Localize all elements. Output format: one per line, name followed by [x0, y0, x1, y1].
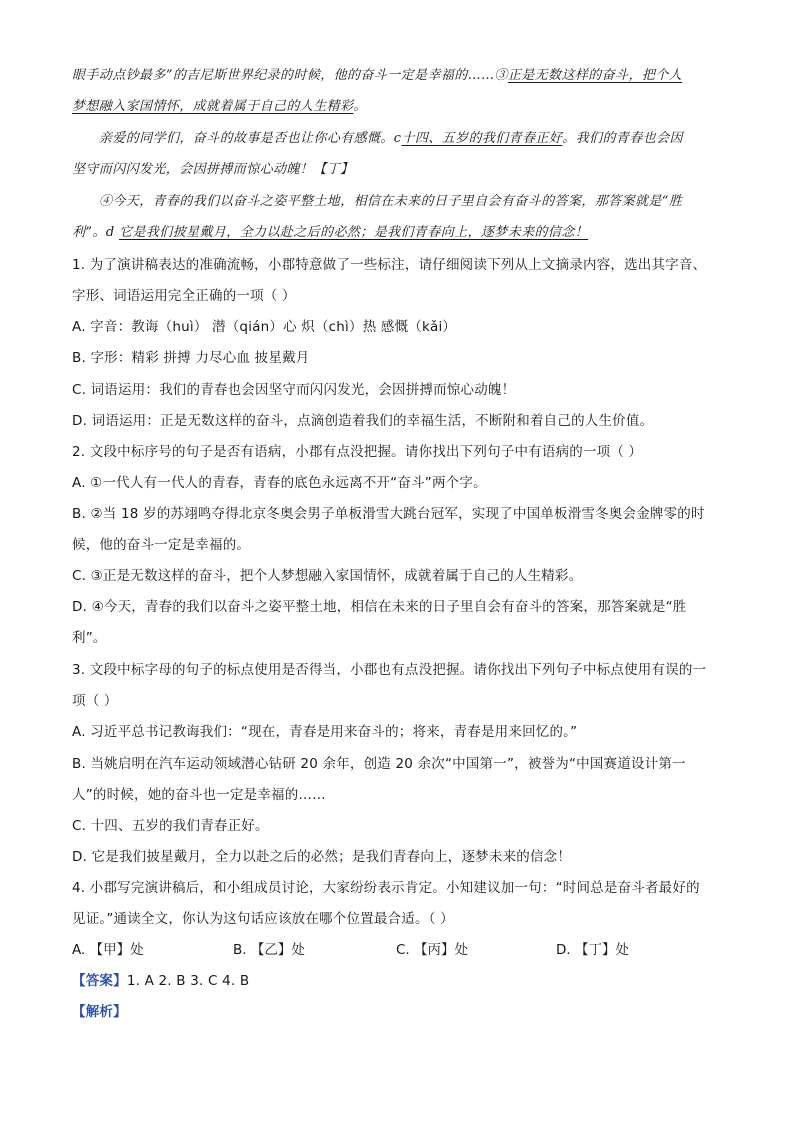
underlined-sentence-d: 它是我们披星戴月，全力以赴之后的必然；是我们青春向上，逐梦未来的信念！	[119, 225, 589, 240]
answer-line	[72, 972, 722, 990]
q1-option-a: A. 字音：教诲（huì） 潜（qián）心 炽（chì）热 感慨（kǎi）	[72, 319, 457, 335]
passage-line-4: 坚守而闪闪发光，会因拼搏而惊心动魄！【丁】	[72, 162, 354, 177]
q4-option-c: C. 【丙】处	[396, 942, 469, 958]
q4-option-b: B. 【乙】处	[233, 942, 305, 958]
answer-values: 1. A 2. B 3. C 4. B	[126, 973, 250, 989]
q2-option-d-line-2: 利”。	[72, 630, 107, 646]
q2-option-d-line-1: D. ④今天，青春的我们以奋斗之姿平整土地，相信在未来的日子里自会有奋斗的答案，那答案就是“胜	[72, 599, 687, 615]
q2-option-c: C. ③正是无数这样的奋斗，把个人梦想融入家国情怀，成就着属于自己的人生精彩。	[72, 568, 583, 584]
q4-stem-line-2: 见证。”通读全文，你认为这句话应该放在哪个位置最合适。（ ）	[72, 911, 454, 927]
q1-stem-line-1: 1. 为了演讲稿表达的准确流畅，小郡特意做了一些标注，请仔细阅读下列从上文摘录内容，选出其字音、	[72, 257, 707, 273]
passage-line-6: 利”。d 它是我们披星戴月，全力以赴之后的必然；是我们青春向上，逐梦未来的信念！	[72, 225, 589, 240]
underlined-sentence-c: 十四、五岁的我们青春正好	[401, 131, 563, 146]
q2-option-a: A. ①一代人有一代人的青春，青春的底色永远离不开“奋斗”两个字。	[72, 475, 487, 491]
passage-line-5: ④今天，青春的我们以奋斗之姿平整土地，相信在未来的日子里自会有奋斗的答案，那答案就是“胜	[99, 194, 683, 209]
q3-option-c: C. 十四、五岁的我们青春正好。	[72, 818, 269, 834]
passage-line-2: 梦想融入家国情怀，成就着属于自己的人生精彩。	[72, 99, 367, 114]
q4-stem-line-1: 4. 小郡写完演讲稿后，和小组成员讨论，大家纷纷表示肯定。小知建议加一句：“时间总是奋斗者最好的	[72, 880, 700, 896]
underlined-sentence-3-cont: 梦想融入家国情怀，成就着属于自己的人生精彩	[72, 99, 354, 114]
underlined-sentence-3: 正是无数这样的奋斗，把个人	[507, 68, 683, 83]
q1-option-b: B. 字形：精彩 拼搏 力尽心血 披星戴月	[72, 350, 310, 366]
q2-stem: 2. 文段中标序号的句子是否有语病，小郡有点没把握。请你找出下列句子中有语病的一项（ ）	[72, 444, 643, 460]
q3-option-d: D. 它是我们披星戴月，全力以赴之后的必然；是我们青春向上，逐梦未来的信念！	[72, 849, 572, 865]
analysis-label: 【解析】	[72, 1004, 127, 1020]
q4-option-a: A. 【甲】处	[72, 942, 144, 958]
q3-stem-line-1: 3. 文段中标字母的句子的标点使用是否得当，小郡也有点没把握。请你找出下列句子中标点使用有误的一	[72, 662, 707, 678]
q4-option-d: D. 【丁】处	[556, 942, 629, 958]
q1-stem-line-2: 字形、词语运用完全正确的一项（ ）	[72, 288, 296, 304]
q3-option-b-line-2: 人”的时候，她的奋斗也一定是幸福的……	[72, 787, 326, 803]
analysis-line	[72, 1003, 722, 1021]
q1-option-d: D. 词语运用：正是无数这样的奋斗，点滴创造着我们的幸福生活，不断附和着自己的人生价值。	[72, 413, 654, 429]
passage-line-3: 亲爱的同学们，奋斗的故事是否也让你心有感慨。c十四、五岁的我们青春正好。我们的青春也会因	[99, 131, 683, 146]
q1-option-c: C. 词语运用：我们的青春也会因坚守而闪闪发光，会因拼搏而惊心动魄！	[72, 382, 516, 398]
q2-option-b-line-2: 候，他的奋斗一定是幸福的。	[72, 537, 251, 553]
q3-option-a: A. 习近平总书记教诲我们：“现在，青春是用来奋斗的；将来，青春是用来回忆的。”	[72, 724, 578, 740]
q3-option-b-line-1: B. 当姚启明在汽车运动领域潜心钻研 20 余年，创造 20 余次“中国第一”，被誉为“中国赛道设计第一	[72, 756, 686, 772]
q3-stem-line-2: 项（ ）	[72, 693, 118, 709]
answer-label: 【答案】	[72, 973, 127, 989]
passage-line-1: 眼手动点钞最多”的吉尼斯世界纪录的时候，他的奋斗一定是幸福的……③正是无数这样的奋斗，把个人	[72, 68, 683, 83]
q2-option-b-line-1: B. ②当 18 岁的苏翊鸣夺得北京冬奥会男子单板滑雪大跳台冠军，实现了中国单板滑雪冬奥会金牌零的时	[72, 506, 705, 522]
